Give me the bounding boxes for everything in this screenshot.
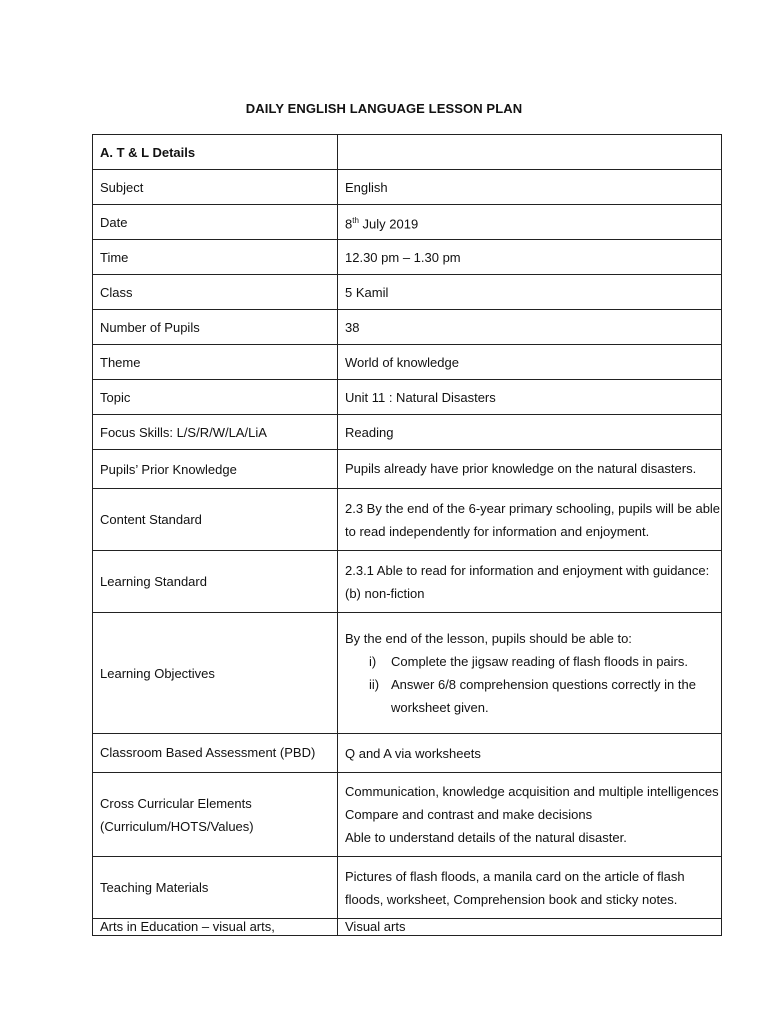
table-row: [93, 380, 722, 415]
row-value: 38: [338, 310, 722, 345]
row-value: [338, 613, 722, 734]
table-row: [93, 450, 722, 489]
row-value: Reading: [338, 415, 722, 450]
row-label: Teaching Materials: [93, 857, 338, 919]
row-value: [338, 205, 722, 240]
row-label: [93, 773, 338, 857]
lesson-plan-table: [92, 134, 722, 936]
row-value: Q and A via worksheets: [338, 734, 722, 773]
row-value: Visual arts: [338, 919, 722, 936]
cross-line: Compare and contrast and make decisions: [345, 807, 593, 822]
row-label: Arts in Education – visual arts,: [93, 919, 338, 936]
table-row: [93, 345, 722, 380]
table-row: [93, 489, 722, 551]
objective-number: i): [369, 654, 377, 669]
list-item: [345, 650, 721, 673]
learning-standard-line: 2.3.1 Able to read for information and enjoyment with guidance:: [345, 562, 710, 578]
row-value: 12.30 pm – 1.30 pm: [338, 240, 722, 275]
row-label: Theme: [93, 345, 338, 380]
row-label: Focus Skills: L/S/R/W/LA/LiA: [93, 415, 338, 450]
row-label: Learning Objectives: [93, 613, 338, 734]
row-value: Unit 11 : Natural Disasters: [338, 380, 722, 415]
row-label: Class: [93, 275, 338, 310]
row-value: Pupils already have prior knowledge on the natural disasters.: [338, 450, 722, 489]
objective-number: ii): [369, 677, 380, 692]
objective-text: Complete the jigsaw reading of flash floods in pairs.: [391, 654, 688, 669]
table-row: [93, 275, 722, 310]
table-row: [93, 613, 722, 734]
table-row: [93, 734, 722, 773]
document-title: DAILY ENGLISH LANGUAGE LESSON PLAN: [245, 101, 523, 116]
table-row: [93, 857, 722, 919]
row-value: World of knowledge: [338, 345, 722, 380]
cross-label-line: Cross Curricular Elements: [100, 795, 252, 811]
row-label: Content Standard: [93, 489, 338, 551]
row-value: Pictures of flash floods, a manila card on the article of flash floods, worksheet, Comprehension book and sticky notes.: [338, 857, 722, 919]
row-label: Date: [93, 205, 338, 240]
row-label: Number of Pupils: [93, 310, 338, 345]
row-value: [338, 773, 722, 857]
row-value: English: [338, 170, 722, 205]
row-label: Time: [93, 240, 338, 275]
row-label: Classroom Based Assessment (PBD): [93, 734, 338, 773]
table-row: [93, 310, 722, 345]
cross-line: Communication, knowledge acquisition and multiple intelligences: [345, 784, 719, 799]
learning-standard-line: (b) non-fiction: [345, 585, 425, 601]
row-value: 5 Kamil: [338, 275, 722, 310]
table-row: [93, 240, 722, 275]
row-value: [338, 551, 722, 613]
objective-text: Answer 6/8 comprehension questions correctly in the worksheet given.: [391, 677, 696, 715]
objectives-intro: By the end of the lesson, pupils should be able to:: [345, 631, 632, 646]
table-row: [93, 205, 722, 240]
table-row: [93, 135, 722, 170]
cross-line: Able to understand details of the natural disaster.: [345, 830, 627, 845]
row-label: Subject: [93, 170, 338, 205]
date-rest: July 2019: [358, 216, 419, 232]
cross-label-line: (Curriculum/HOTS/Values): [100, 818, 254, 834]
table-row: [93, 773, 722, 857]
table-row: [93, 551, 722, 613]
table-row: [93, 919, 722, 936]
empty-cell: [338, 135, 722, 170]
table-row: [93, 170, 722, 205]
date-suffix: th: [352, 215, 359, 225]
row-value: 2.3 By the end of the 6-year primary schooling, pupils will be able to read independently for information and enjoyment.: [338, 489, 722, 551]
row-label: Topic: [93, 380, 338, 415]
list-item: [345, 673, 721, 719]
section-heading: A. T & L Details: [93, 135, 338, 170]
row-label: Learning Standard: [93, 551, 338, 613]
table-row: [93, 415, 722, 450]
date-day: 8: [345, 216, 353, 232]
row-label: Pupils’ Prior Knowledge: [93, 450, 338, 489]
